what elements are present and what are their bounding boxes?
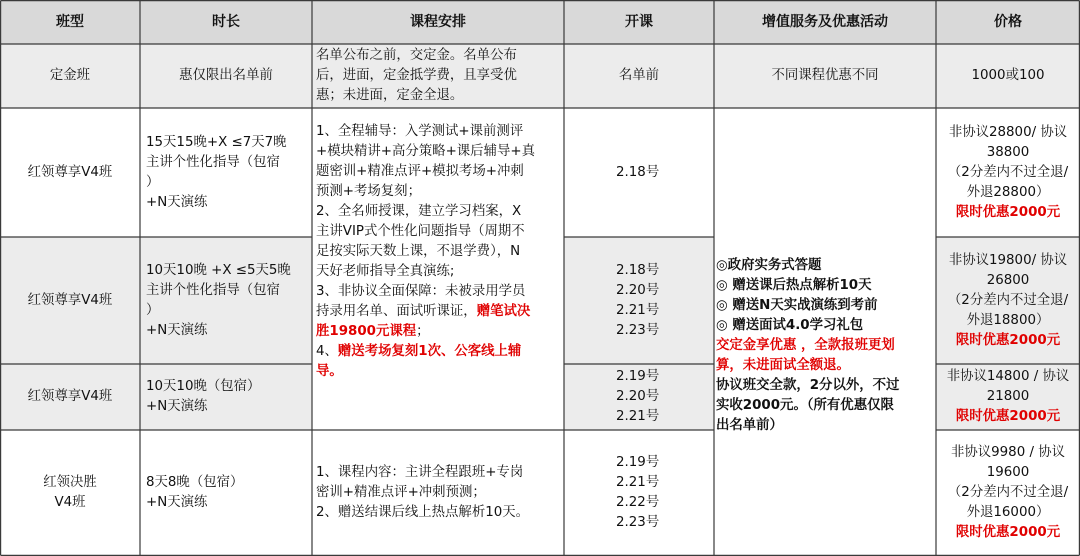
duration-line: 10天10晚 +X ≤5天5晚 [146, 262, 291, 278]
duration-line: ） [146, 302, 160, 318]
row4-duration [146, 430, 312, 556]
deposit-schedule-line: 惠；未进面，定金全退。 [316, 88, 464, 103]
price-promo: 限时优惠2000元 [955, 204, 1061, 220]
schedule-highlight: 赠笔试决 [476, 304, 531, 319]
start-date: 2.18号 [616, 262, 660, 278]
row2-class-type: 红领尊享V4班 [27, 292, 113, 308]
start-date: 2.20号 [616, 282, 660, 298]
row3-price [936, 364, 1080, 430]
schedule-line [316, 322, 430, 342]
class-type-line: V4班 [54, 495, 86, 510]
duration-line: 主讲个性化指导（包宿 [146, 154, 280, 170]
schedule-highlight: 导。 [316, 364, 343, 379]
start-date: 2.19号 [616, 455, 660, 470]
service-note: 协议班交全款，2分以外，不过 [716, 378, 900, 393]
header-duration: 时长 [212, 14, 240, 30]
service-item: ◎政府实务式答题 [716, 258, 822, 273]
schedule-line: +模块精讲+高分策略+课后辅导+真 [316, 144, 535, 159]
schedule-line: 2、赠送结课后线上热点解析10天。 [316, 505, 530, 520]
duration-line: 主讲个性化指导（包宿 [146, 282, 280, 298]
class-type-line: 红领决胜 [43, 475, 97, 490]
price-line: 外退28800） [966, 184, 1050, 200]
header-price: 价格 [994, 14, 1022, 30]
schedule-line [316, 362, 343, 382]
schedule-text: 持录用名单、面试听课证， [316, 304, 477, 319]
duration-line: +N天演练 [146, 399, 208, 414]
header-start: 开课 [625, 14, 653, 30]
price-line: （2分差内不过全退/ [947, 164, 1069, 180]
schedule-text: ； [416, 324, 430, 339]
deposit-start: 名单前 [618, 68, 660, 83]
price-line: （2分差内不过全退/ [947, 292, 1069, 308]
row1-start [616, 108, 714, 237]
duration-line: 10天10晚（包宿） [146, 379, 261, 394]
row4-start [616, 430, 714, 556]
service-note: 出名单前） [716, 418, 783, 433]
service-promo: 交定金享优惠 ，全款报班更划 [716, 338, 895, 353]
price-line: 26800 [986, 272, 1030, 288]
deposit-duration: 惠仅限出名单前 [179, 68, 273, 83]
price-line: 非协议9980 / 协议 [950, 445, 1066, 460]
schedule-text: 4、 [316, 344, 338, 359]
row2-duration [146, 237, 312, 364]
service-promo: 算，未进面试全额退。 [716, 358, 850, 373]
price-line: 21800 [986, 389, 1030, 404]
schedule-line: 3、非协议全面保障：未被录用学员 [316, 284, 526, 299]
row3-duration [146, 364, 312, 430]
duration-line: ） [146, 174, 160, 190]
duration-line: +N天演练 [146, 194, 208, 210]
schedule-line: 密训+精准点评+冲刺预测； [316, 485, 486, 500]
price-line: （2分差内不过全退/ [947, 485, 1069, 500]
price-line: 外退16000） [966, 505, 1050, 520]
row1-class-type: 红领尊享V4班 [27, 164, 113, 180]
row4-schedule [316, 430, 564, 556]
price-line: 38800 [986, 144, 1030, 160]
service-item: ◎ 赠送N天实战演练到考前 [716, 298, 878, 313]
duration-line: 15天15晚+X ≤7天7晚 [146, 134, 287, 150]
row3-class-type: 红领尊享V4班 [27, 389, 113, 404]
deposit-schedule-line: 后，进面，定金抵学费，且享受优 [316, 68, 517, 83]
schedule-line [316, 302, 530, 322]
schedule-line [316, 342, 521, 362]
deposit-service: 不同课程优惠不同 [771, 68, 879, 83]
row4-price [936, 430, 1080, 556]
price-line: 非协议14800 / 协议 [946, 369, 1070, 384]
schedule-line: 2、全名师授课，建立学习档案，X [316, 204, 522, 219]
service-item: ◎ 赠送面试4.0学习礼包 [716, 318, 864, 333]
start-date: 2.21号 [616, 475, 660, 490]
duration-line: +N天演练 [146, 322, 208, 338]
start-date: 2.18号 [616, 164, 660, 180]
row4-class-type [0, 430, 140, 556]
header-service: 增值服务及优惠活动 [762, 14, 888, 30]
price-line: 外退18800） [966, 312, 1050, 328]
service-item: ◎ 赠送课后热点解析10天 [716, 278, 872, 293]
schedule-highlight: 赠送考场复刻1次、公客线上辅 [337, 344, 522, 359]
start-date: 2.22号 [616, 495, 660, 510]
row1-duration [146, 108, 312, 237]
header-schedule: 课程安排 [410, 14, 466, 30]
start-date: 2.23号 [616, 322, 660, 338]
row2-start [616, 237, 714, 364]
service-cell [716, 108, 936, 556]
row2-price [936, 237, 1080, 364]
start-date: 2.21号 [616, 302, 660, 318]
deposit-schedule-line: 名单公布之前，交定金。名单公布 [316, 48, 517, 63]
schedule-line: 1、课程内容：主讲全程跟班+专岗 [316, 465, 524, 480]
start-date: 2.19号 [616, 369, 660, 384]
header-class-type: 班型 [56, 14, 84, 30]
duration-line: 8天8晚（包宿） [146, 475, 244, 490]
schedule-line: 题密训+精准点评+模拟考场+冲刺 [316, 164, 524, 179]
schedule-line: 预测+考场复刻； [316, 184, 421, 199]
price-line: 19600 [986, 465, 1030, 480]
deposit-schedule [316, 44, 562, 108]
schedule-line: 主讲VIP式个性化问题指导（周期不 [316, 224, 525, 239]
price-promo: 限时优惠2000元 [955, 409, 1061, 424]
schedule-line: 1、全程辅导：入学测试+课前测评 [316, 124, 524, 139]
schedule-line: 天好老师指导全真演练; [316, 264, 455, 279]
row3-start [616, 364, 714, 430]
schedule-highlight: 胜19800元课程 [316, 324, 417, 339]
start-date: 2.21号 [616, 409, 660, 424]
service-note: 实收2000元。（所有优惠仅限 [716, 398, 894, 413]
duration-line: +N天演练 [146, 495, 208, 510]
deposit-price: 1000或100 [971, 68, 1045, 83]
price-line: 非协议28800/ 协议 [948, 124, 1068, 140]
price-line: 非协议19800/ 协议 [948, 252, 1068, 268]
price-promo: 限时优惠2000元 [955, 525, 1061, 540]
start-date: 2.23号 [616, 515, 660, 530]
price-promo: 限时优惠2000元 [955, 332, 1061, 348]
deposit-class-type: 定金班 [49, 68, 91, 83]
v4-schedule [316, 108, 564, 430]
start-date: 2.20号 [616, 389, 660, 404]
row1-price [936, 108, 1080, 237]
schedule-line: 足按实际天数上课，不退学费），N [316, 244, 521, 259]
